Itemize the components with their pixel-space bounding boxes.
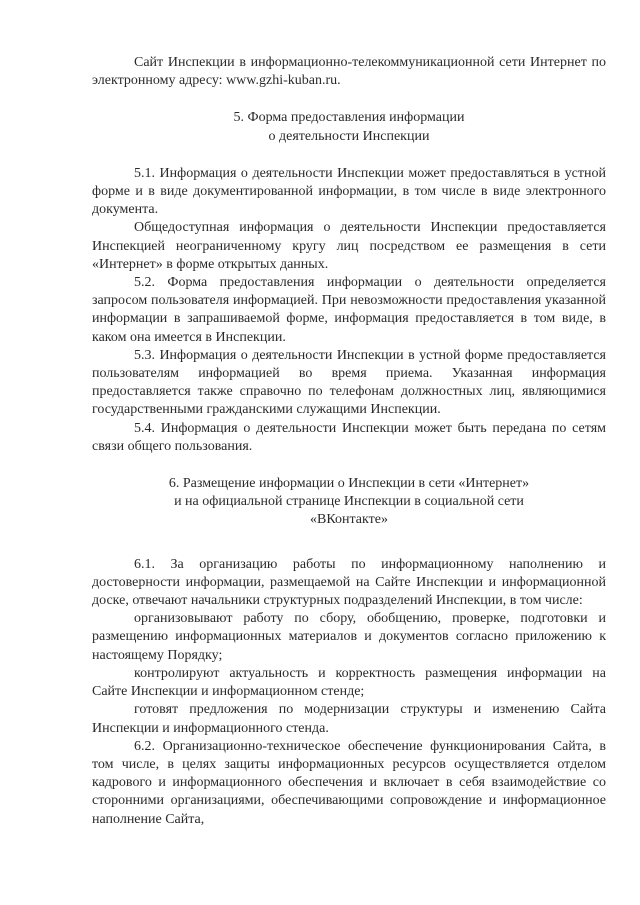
section-5-title-line-2: о деятельности Инспекции (268, 128, 430, 144)
spacer (92, 530, 606, 556)
section-5-heading (92, 109, 606, 145)
paragraph-5-3: 5.3. Информация о деятельности Инспекции в устной форме предоставляется пользователям информацией во время приема. Указанная информация предоставляется также справочно по телефонам должностных лиц, являющимися государственными гражданскими служащими Инспекции. (92, 347, 606, 418)
paragraph-6-1-control: контролируют актуальность и корректность размещения информации на Сайте Инспекции и информационном стенде; (92, 665, 606, 700)
spacer (92, 146, 606, 165)
document-page (92, 54, 606, 829)
paragraph-6-1: 6.1. За организацию работы по информационному наполнению и достоверности информации, размещаемой на Сайте Инспекции и информационной доске, отвечают начальники структурных подразделений Инспекции, в том числе: (92, 556, 606, 609)
section-6-title-line-3: «ВКонтакте» (310, 512, 388, 528)
section-6-title-line-2: и на официальной странице Инспекции в социальной сети (174, 494, 524, 510)
section-5-title-line-1: 5. Форма предоставления информации (233, 110, 465, 126)
paragraph-6-1-organize: организовывают работу по сбору, обобщению, проверке, подготовки и размещению информационных материалов и документов согласно приложению к настоящему Порядку; (92, 611, 606, 663)
paragraph-5-4: 5.4. Информация о деятельности Инспекции может быть передана по сетям связи общего пользования. (92, 420, 606, 454)
paragraph-5-1: 5.1. Информация о деятельности Инспекции может предоставляться в устной форме и в виде документированной информации, в том числе в виде электронного документа. (92, 165, 606, 218)
paragraph-6-2: 6.2. Организационно-техническое обеспечение функционирования Сайта, в том числе, в целях защиты информационных ресурсов осуществляется отделом кадрового и информационного обеспечения и включает в себя взаимодействие со сторонними организациями, обеспечивающими сопровождение и информационное наполнение Сайта, (92, 738, 606, 827)
section-6-title-line-1: 6. Размещение информации о Инспекции в сети «Интернет» (168, 476, 530, 492)
spacer (92, 90, 606, 109)
intro-paragraph: Сайт Инспекции в информационно-телекоммуникационной сети Интернет по электронному адресу: www.gzhi-kuban.ru. (92, 55, 606, 89)
paragraph-5-2: 5.2. Форма предоставления информации о деятельности определяется запросом пользователя информацией. При невозможности предоставления указанной информации в запрашиваемой форме, информация предоставляется в том виде, в каком она имеется в Инспекции. (92, 275, 606, 345)
paragraph-5-1-public: Общедоступная информация о деятельности Инспекции предоставляется Инспекцией неограниченному кругу лиц посредством ее размещения в сети «Интернет» в форме открытых данных. (92, 220, 606, 272)
section-6-heading (92, 475, 606, 530)
spacer (92, 456, 606, 475)
paragraph-6-1-prepare: готовят предложения по модернизации структуры и изменению Сайта Инспекции и информационного стенда. (92, 702, 606, 736)
